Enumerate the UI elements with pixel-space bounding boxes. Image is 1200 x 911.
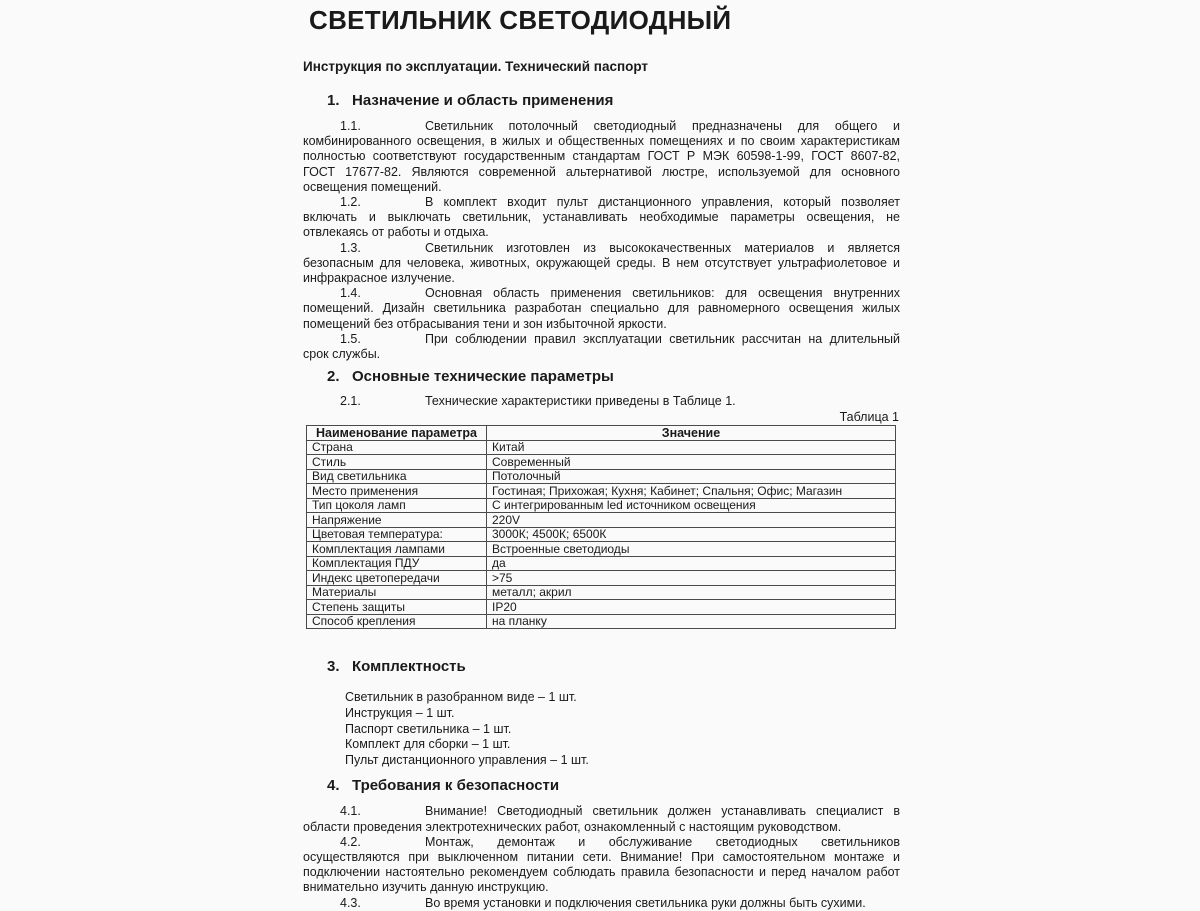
section-number: 3. (327, 658, 340, 676)
paragraph-text: Основная область применения светильников: для освещения внутренних помещений. Дизайн светильника разработан специально для равномерного освещения жилых помещений без отбрасывания тени и зон избыточной яркости. (303, 286, 900, 331)
header-value: Значение (487, 426, 896, 441)
param-value: на планку (487, 614, 896, 629)
table-row (307, 513, 896, 528)
table-row (307, 556, 896, 571)
param-value: да (487, 556, 896, 571)
paragraph-number: 4.1. (340, 804, 361, 819)
paragraph-number: 4.3. (340, 895, 361, 910)
table-row (307, 527, 896, 542)
kit-item: Комплект для сборки – 1 шт. (345, 737, 511, 752)
paragraph-number: 4.2. (340, 834, 361, 849)
specs-table (306, 425, 896, 629)
paragraph-number: 1.3. (340, 240, 361, 255)
table-row (307, 455, 896, 470)
param-value: 3000К; 4500К; 6500К (487, 527, 896, 542)
kit-item: Инструкция – 1 шт. (345, 706, 455, 721)
section-title: Назначение и область применения (352, 92, 614, 109)
param-value: Китай (487, 440, 896, 455)
paragraph-number: 1.1. (340, 119, 361, 133)
paragraph-1-3 (303, 241, 900, 287)
param-name: Цветовая температура: (307, 527, 487, 542)
section-title: Комплектность (352, 658, 466, 676)
section-title: Основные технические параметры (352, 368, 614, 386)
param-value: >75 (487, 571, 896, 586)
table-row (307, 542, 896, 557)
table-row (307, 484, 896, 499)
paragraph-number: 1.5. (340, 331, 361, 346)
table-header-row (307, 426, 896, 441)
paragraph-1-2 (303, 195, 900, 241)
paragraph-text: Внимание! Светодиодный светильник должен устанавливать специалист в области проведения электротехнических работ, ознакомленный с настоящим руководством. (303, 804, 900, 834)
paragraph-4-3 (303, 896, 900, 911)
kit-item: Пульт дистанционного управления – 1 шт. (345, 752, 589, 767)
param-value: Встроенные светодиоды (487, 542, 896, 557)
section-4-heading (303, 777, 900, 795)
param-value: 220V (487, 513, 896, 528)
paragraph-text: Во время установки и подключения светильника руки должны быть сухими. (425, 895, 866, 910)
param-value: Современный (487, 455, 896, 470)
param-name: Место применения (307, 484, 487, 499)
param-name: Стиль (307, 455, 487, 470)
paragraph-1-4 (303, 286, 900, 332)
param-value: Потолочный (487, 469, 896, 484)
paragraph-text: Светильник потолочный светодиодный предназначены для общего и комбинированного освещения, в жилых и общественных помещениях и по своим характеристикам полностью соответствуют государственным стандартам ГОСТ Р МЭК 60598-1-99, ГОСТ 8607-82, ГОСТ 17677-82. Являются современной альтернативой люстре, используемой для основного освещения помещений. (303, 119, 900, 194)
kit-item: Паспорт светильника – 1 шт. (345, 721, 512, 736)
param-name: Комплектация ПДУ (307, 556, 487, 571)
param-name: Материалы (307, 585, 487, 600)
param-name: Степень защиты (307, 600, 487, 615)
param-name: Тип цоколя ламп (307, 498, 487, 513)
section-3-heading (303, 658, 900, 676)
section-2-heading (303, 368, 900, 386)
kit-list (345, 690, 900, 768)
document-page (303, 0, 900, 911)
paragraph-2-1 (303, 394, 900, 409)
section-number: 4. (327, 777, 340, 795)
kit-item: Светильник в разобранном виде – 1 шт. (345, 690, 577, 705)
param-value: IP20 (487, 600, 896, 615)
paragraph-1-5 (303, 332, 900, 362)
param-name: Страна (307, 440, 487, 455)
paragraph-4-2 (303, 835, 900, 896)
paragraph-text: В комплект входит пульт дистанционного управления, который позволяет включать и выключать светильник, устанавливать необходимые параметры освещения, не отвлекаясь от работы и отдыха. (303, 195, 900, 240)
param-value: металл; акрил (487, 585, 896, 600)
document-subtitle: Инструкция по эксплуатации. Технический паспорт (303, 59, 649, 74)
table-row (307, 571, 896, 586)
section-number: 2. (327, 368, 340, 386)
paragraph-number: 2.1. (340, 394, 361, 409)
paragraph-1-1 (303, 119, 900, 195)
param-value: Гостиная; Прихожая; Кухня; Кабинет; Спальня; Офис; Магазин (487, 484, 896, 499)
table-row (307, 600, 896, 615)
param-name: Комплектация лампами (307, 542, 487, 557)
table-row (307, 585, 896, 600)
table-row (307, 440, 896, 455)
param-name: Вид светильника (307, 469, 487, 484)
param-value: С интегрированным led источником освещения (487, 498, 896, 513)
paragraph-text: Светильник изготовлен из высококачественных материалов и является безопасным для человека, животных, окружающей среды. В нем отсутствует ультрафиолетовое и инфракрасное излучение. (303, 240, 900, 286)
header-parameter-name: Наименование параметра (307, 426, 487, 441)
table-row (307, 614, 896, 629)
table-row (307, 469, 896, 484)
paragraph-number: 1.4. (340, 286, 361, 301)
document-title: СВЕТИЛЬНИК СВЕТОДИОДНЫЙ (309, 5, 732, 35)
paragraph-number: 1.2. (340, 195, 361, 210)
paragraph-4-1 (303, 804, 900, 834)
param-name: Способ крепления (307, 614, 487, 629)
section-title: Требования к безопасности (352, 777, 560, 795)
param-name: Напряжение (307, 513, 487, 528)
section-number: 1. (327, 92, 340, 109)
paragraph-text: Монтаж, демонтаж и обслуживание светодиодных светильников осуществляются при выключенном питании сети. Внимание! При самостоятельном монтаже и подключении настоятельно рекомендуем соблюдать правила безопасности и перед началом работ внимательно изучить данную инструкцию. (303, 834, 900, 895)
table-caption: Таблица 1 (839, 410, 899, 425)
param-name: Индекс цветопередачи (307, 571, 487, 586)
table-row (307, 498, 896, 513)
paragraph-text: При соблюдении правил эксплуатации светильник рассчитан на длительный срок службы. (303, 331, 900, 362)
section-1-heading (303, 92, 900, 110)
paragraph-text: Технические характеристики приведены в Таблице 1. (425, 394, 736, 409)
